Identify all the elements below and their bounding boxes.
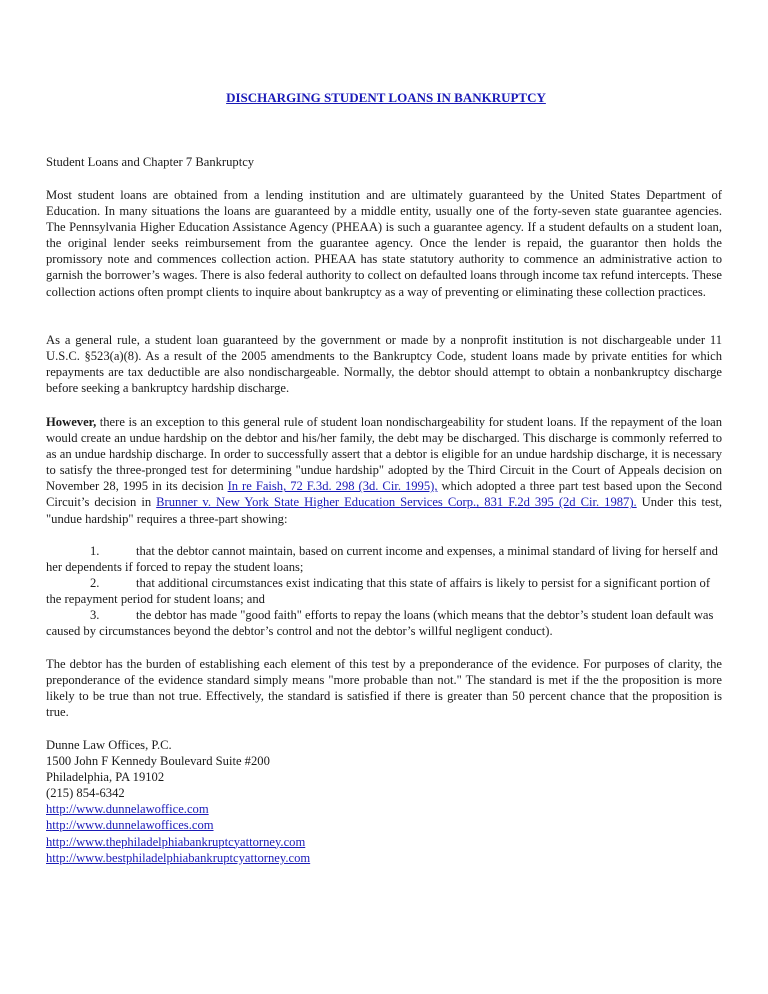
phone-number: (215) 854-6342 bbox=[46, 786, 125, 801]
website-link[interactable]: http://www.thephiladelphiabankruptcyattorney.com bbox=[46, 834, 306, 849]
website-link[interactable]: http://www.bestphiladelphiabankruptcyattorney.com bbox=[46, 850, 311, 865]
contact-block bbox=[46, 737, 722, 866]
website-link[interactable]: http://www.dunnelawoffices.com bbox=[46, 818, 214, 833]
paragraph-2 bbox=[46, 332, 722, 396]
list-item-number: 3. bbox=[90, 608, 100, 623]
paragraph-2-text: As a general rule, a student loan guaranteed by the government or made by a nonprofit institution is not dischargeable under 11 U.S.C. §523(a)(8). As a result of the 2005 amendments to the Bankruptcy Code, student loans made by private entities for which repayments are tax deductible are also nondischargeable. Normally, the debtor should attempt to obtain a nonbankruptcy discharge before seeking a bankruptcy hardship discharge. bbox=[46, 333, 722, 396]
section-subtitle: Student Loans and Chapter 7 Bankruptcy bbox=[46, 155, 255, 169]
list-item bbox=[46, 607, 722, 639]
list-item-number: 1. bbox=[90, 544, 100, 558]
paragraph-1-text: Most student loans are obtained from a lending institution and are ultimately guaranteed by the United States Department of Education. In many situations the loans are guaranteed by a middle entity, usually one of the forty-seven state guarantee agencies. The Pennsylvania Higher Education Assistance Agency (PHEAA) is such a guarantee agency. If a student defaults on a student loan, the original lender seeks reimbursement from the guarantee agency. Once the lender is repaid, the guarantor then holds the promissory note and commences collection action. PHEAA has state statutory authority to commence an administrative action to garnish the borrower’s wages. There is also federal authority to collect on defaulted loans through income tax refund intercepts. These collection actions often prompt clients to inquire about bankruptcy as a way of preventing or eliminating these collection practices. bbox=[46, 188, 722, 299]
address-line-2: Philadelphia, PA 19102 bbox=[46, 770, 165, 785]
list-item-text: that additional circumstances exist indicating that this state of affairs is likely to persist for a significant portion of the repayment period for student loans; and bbox=[46, 576, 711, 607]
list-item bbox=[46, 543, 722, 575]
paragraph-3-text-3: Under this test, "undue hardship" requires a three-part showing: bbox=[46, 495, 722, 526]
faish-citation-link[interactable]: In re Faish, 72 F.3d. 298 (3d. Cir. 1995), bbox=[227, 479, 438, 494]
address-line-1: 1500 John F Kennedy Boulevard Suite #200 bbox=[46, 754, 270, 769]
paragraph-3-text bbox=[46, 414, 722, 527]
paragraph-3-text-1: there is an exception to this general rule of student loan nondischargeability for student loans. If the repayment of the loan would create an undue hardship on the debtor and his/her family, the debt may be discharged. This discharge is commonly referred to as an undue hardship discharge. In order to successfully assert that a debtor is eligible for an undue hardship discharge, it is necessary to satisfy the three-pronged test for determining "undue hardship" adopted by the Third Circuit in the Court of Appeals decision on November 28, 1995 in its decision bbox=[46, 415, 722, 494]
page-title[interactable]: DISCHARGING STUDENT LOANS IN BANKRUPTCY bbox=[226, 90, 546, 105]
website-link[interactable]: http://www.dunnelawoffice.com bbox=[46, 802, 209, 817]
list-item-text: that the debtor cannot maintain, based on current income and expenses, a minimal standard of living for herself and her dependents if forced to repay the student loans; bbox=[46, 544, 718, 575]
brunner-citation-link[interactable]: Brunner v. New York State Higher Education Services Corp., 831 F.2d 395 (2d Cir. 1987). bbox=[156, 495, 637, 510]
list-item bbox=[46, 575, 722, 607]
list-item-number: 2. bbox=[90, 576, 100, 591]
paragraph-1 bbox=[46, 187, 722, 300]
paragraph-4-text: The debtor has the burden of establishing each element of this test by a preponderance of the evidence. For purposes of clarity, the preponderance of the evidence standard simply means "more probable than not." The standard is met if the the proposition is more likely to be true than not true. Effectively, the standard is satisfied if there is greater than 50 percent chance that the proposition is true. bbox=[46, 657, 722, 720]
paragraph-3 bbox=[46, 414, 722, 527]
paragraph-3-text-2: which adopted a three part test based upon the Second Circuit’s decision in bbox=[46, 479, 723, 510]
list-item-text: the debtor has made "good faith" efforts to repay the loans (which means that the debtor’s student loan default was caused by circumstances beyond the debtor’s control and not the debtor’s willful negligent conduct). bbox=[46, 608, 714, 639]
paragraph-3-bold: However, bbox=[46, 415, 97, 429]
paragraph-4 bbox=[46, 656, 722, 720]
firm-name: Dunne Law Offices, P.C. bbox=[46, 738, 172, 752]
hardship-test-list bbox=[46, 543, 722, 640]
